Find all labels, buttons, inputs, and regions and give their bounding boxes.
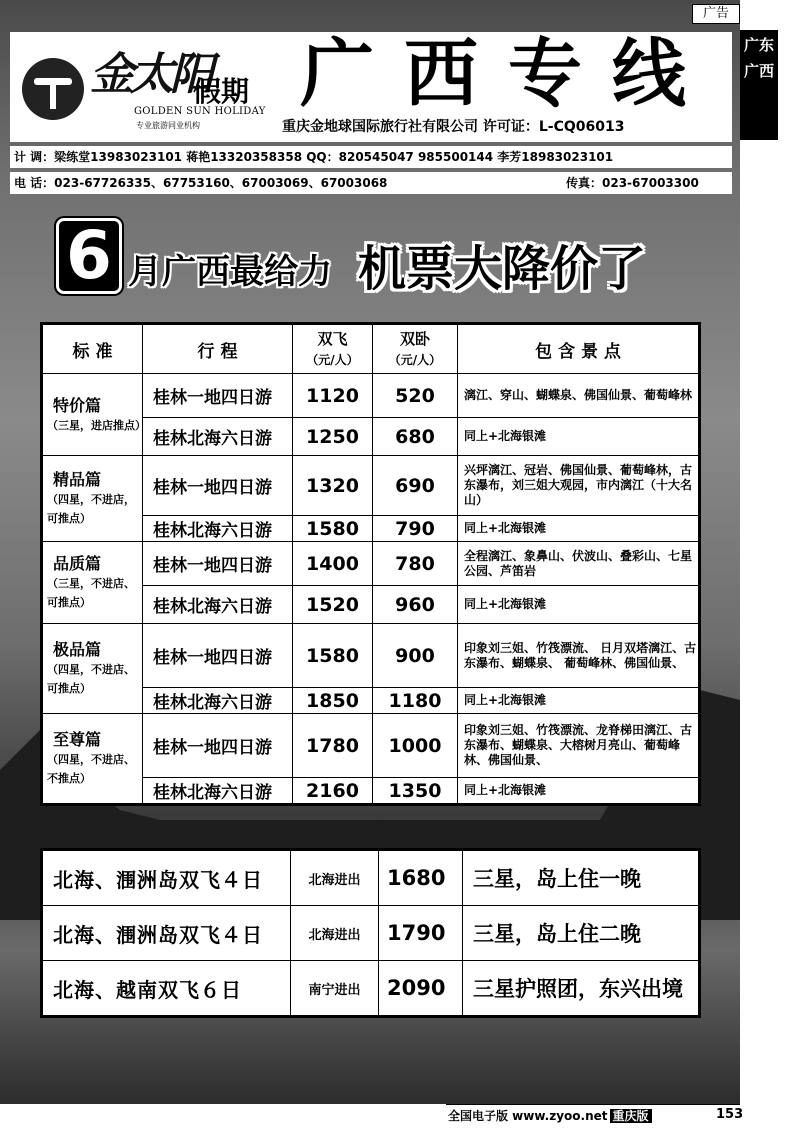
beihai-price-table	[40, 848, 701, 1018]
price-cell: 1680	[379, 851, 463, 906]
logo-subtitle: 专业旅游同业机构	[136, 121, 200, 130]
region-side-tab	[740, 30, 778, 140]
guilin-price-table	[40, 322, 701, 806]
scenic-cell: 同上+北海银滩	[458, 778, 699, 804]
scenic-cell: 全程漓江、象鼻山、伏波山、叠彩山、七星公园、芦笛岩	[458, 542, 699, 586]
fly-price: 1780	[293, 714, 373, 778]
table-row	[43, 456, 699, 516]
route-cell: 北海、涠洲岛双飞４日	[43, 906, 291, 961]
fly-price: 1520	[293, 586, 373, 624]
footer-site-text: 全国电子版 www.zyoo.net	[448, 1109, 608, 1123]
footer-divider	[446, 1104, 740, 1105]
page-title: 广西专线	[300, 31, 716, 117]
table-row	[43, 714, 699, 778]
table-row	[43, 851, 699, 906]
logo-script-text: 金太阳	[90, 49, 210, 100]
category-cell: 极品篇 （四星，不进店、可推点）	[43, 624, 143, 714]
page-number: 153	[716, 1107, 744, 1122]
sleeper-price: 900	[373, 624, 458, 688]
inout-cell: 北海进出	[291, 851, 379, 906]
scenic-cell: 印象刘三姐、竹筏漂流、龙脊梯田漓江、古东瀑布、蝴蝶泉、大榕树月亮山、葡萄峰林、佛国仙景、	[458, 714, 699, 778]
route-cell: 桂林北海六日游	[143, 688, 293, 714]
scenic-cell: 兴坪漓江、冠岩、佛国仙景、葡萄峰林，古东瀑布，刘三姐大观园，市内漓江（十大名山）	[458, 456, 699, 516]
promo-text-2: 机票大降价了	[358, 241, 647, 297]
scenic-cell: 同上+北海银滩	[458, 688, 699, 714]
fly-price: 1850	[293, 688, 373, 714]
sleeper-price: 1180	[373, 688, 458, 714]
fly-price: 1400	[293, 542, 373, 586]
scenic-cell: 印象刘三姐、竹筏漂流、 日月双塔漓江、古东瀑布、蝴蝶泉、 葡萄峰林、佛国仙景、	[458, 624, 699, 688]
fly-price: 2160	[293, 778, 373, 804]
header-banner	[10, 32, 732, 142]
table-row	[43, 624, 699, 688]
promo-month-badge: 6	[56, 218, 122, 294]
contact-phone-row	[10, 172, 732, 194]
header-itinerary: 行 程	[143, 325, 293, 374]
route-cell: 桂林一地四日游	[143, 374, 293, 418]
route-cell: 桂林北海六日游	[143, 586, 293, 624]
side-tab-line-2: 广西	[743, 62, 774, 80]
inout-cell: 北海进出	[291, 906, 379, 961]
footer-edition: 重庆版	[610, 1109, 652, 1123]
category-cell: 特价篇 （三星，进店推点）	[43, 374, 143, 456]
sleeper-price: 680	[373, 418, 458, 456]
header-scenic: 包 含 景 点	[458, 325, 699, 374]
category-cell: 品质篇 （三星，不进店、可推点）	[43, 542, 143, 624]
scenic-cell: 同上+北海银滩	[458, 418, 699, 456]
scenic-cell: 同上+北海银滩	[458, 586, 699, 624]
route-cell: 桂林一地四日游	[143, 456, 293, 516]
sleeper-price: 690	[373, 456, 458, 516]
sleeper-price: 780	[373, 542, 458, 586]
route-cell: 北海、越南双飞６日	[43, 961, 291, 1016]
header-standard: 标 准	[43, 325, 143, 374]
sleeper-price: 1350	[373, 778, 458, 804]
route-cell: 桂林北海六日游	[143, 778, 293, 804]
table-header-row	[43, 325, 699, 374]
note-cell: 三星，岛上住一晚	[463, 851, 699, 906]
footer-site	[448, 1107, 652, 1124]
table-row	[43, 961, 699, 1016]
table-row	[43, 906, 699, 961]
fly-price: 1580	[293, 516, 373, 542]
sleeper-price: 790	[373, 516, 458, 542]
contact-planners: 计 调：梁练堂13983023101 蒋艳13320358358 QQ：820545047 985500144 李芳18983023101	[10, 146, 732, 168]
table-row	[43, 542, 699, 586]
price-cell: 2090	[379, 961, 463, 1016]
sleeper-price: 520	[373, 374, 458, 418]
header-double-fly: 双飞 （元/人）	[293, 325, 373, 374]
route-cell: 桂林一地四日游	[143, 542, 293, 586]
scenic-cell: 同上+北海银滩	[458, 516, 699, 542]
category-cell: 精品篇 （四星，不进店，可推点）	[43, 456, 143, 542]
price-cell: 1790	[379, 906, 463, 961]
contact-phone: 电 话：023-67726335、67753160、67003069、67003068	[14, 176, 388, 190]
route-cell: 桂林一地四日游	[143, 624, 293, 688]
fly-price: 1320	[293, 456, 373, 516]
route-cell: 桂林北海六日游	[143, 516, 293, 542]
note-cell: 三星护照团，东兴出境	[463, 961, 699, 1016]
table-row	[43, 374, 699, 418]
route-cell: 桂林北海六日游	[143, 418, 293, 456]
agency-license: 重庆金地球国际旅行社有限公司 许可证：L-CQ06013	[282, 119, 625, 135]
scenic-cell: 漓江、穿山、蝴蝶泉、佛国仙景、葡萄峰林	[458, 374, 699, 418]
sleeper-price: 960	[373, 586, 458, 624]
category-cell: 至尊篇 （四星，不进店、不推点）	[43, 714, 143, 804]
fly-price: 1580	[293, 624, 373, 688]
header-double-sleeper: 双卧 （元/人）	[373, 325, 458, 374]
logo-holiday-text: 假期	[193, 75, 250, 108]
route-cell: 北海、涠洲岛双飞４日	[43, 851, 291, 906]
side-tab-line-1: 广东	[743, 36, 774, 54]
contact-fax: 传真：023-67003300	[566, 176, 699, 190]
fly-price: 1250	[293, 418, 373, 456]
ad-tag: 广告	[692, 4, 740, 24]
promo-text-1: 月广西最给力	[128, 252, 332, 292]
sleeper-price: 1000	[373, 714, 458, 778]
note-cell: 三星，岛上住二晚	[463, 906, 699, 961]
fly-price: 1120	[293, 374, 373, 418]
route-cell: 桂林一地四日游	[143, 714, 293, 778]
inout-cell: 南宁进出	[291, 961, 379, 1016]
logo-english-text: GOLDEN SUN HOLIDAY	[134, 106, 266, 117]
company-logo-icon	[22, 58, 84, 120]
